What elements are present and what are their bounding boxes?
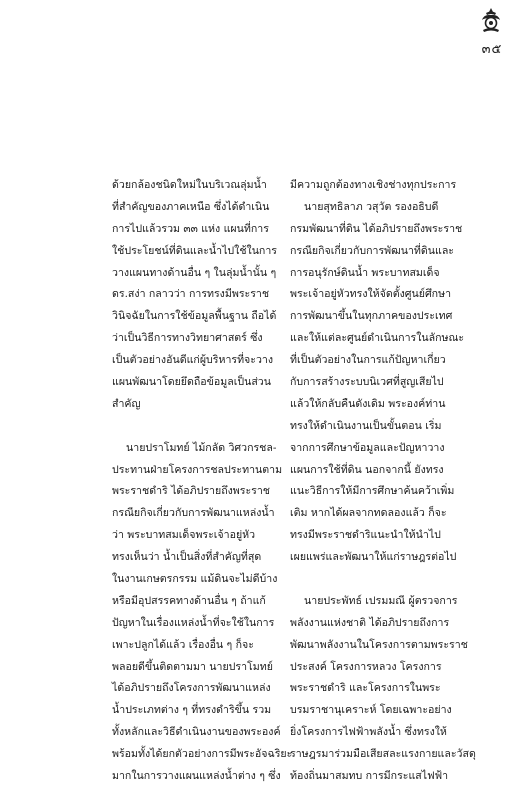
- text-line: ทรงมีพระราชดำริแนะนำให้นำไป: [290, 529, 441, 542]
- text-line: และให้แต่ละศูนย์ดำเนินการในลักษณะ: [290, 332, 465, 345]
- paragraph: [290, 175, 457, 197]
- text-line: จากการศึกษาข้อมูลและปัญหาวาง: [290, 441, 445, 454]
- text-line: นายประพัทธ์ เปรมมณี ผู้ตรวจการ: [304, 594, 458, 607]
- text-line: ราษฎรมาร่วมมือเสียสละแรงกายและวัสดุ: [290, 748, 476, 761]
- text-line: แผนการใช้ที่ดิน นอกจากนี้ ยังทรง: [290, 463, 444, 476]
- text-line: การไปแล้วรวม ๓๓ แห่ง แผนที่การ: [112, 222, 269, 235]
- paragraph: [290, 197, 465, 569]
- text-line: วินิจฉัยในการใช้ข้อมูลพื้นฐาน ถือได้: [112, 310, 277, 323]
- right-column: [290, 175, 476, 788]
- text-line: ด้วยกล้องชนิดใหม่ในบริเวณลุ่มน้ำ: [112, 179, 267, 191]
- royal-emblem-icon: [476, 6, 506, 34]
- text-line: น้ำประเภทต่าง ๆ ที่ทรงดำริขึ้น รวม: [112, 704, 272, 717]
- text-line: นายปราโมทย์ ไม้กลัด วิศวกรชล-: [126, 441, 277, 454]
- text-line: ดร.สง่า กลาวว่า การทรงมีพระราช: [112, 288, 270, 301]
- left-column: [112, 175, 293, 788]
- text-line: นายสุทธิลาภ วสุวัต รองอธิบดี: [304, 200, 439, 213]
- text-line: ยิ่งโครงการไฟฟ้าพลังน้ำ ซึ่งทรงให้: [290, 726, 447, 739]
- text-line: ท้องถิ่นมาสมทบ การมีกระแสไฟฟ้า: [290, 770, 449, 783]
- text-line: ทั้งหลักและวิธีดำเนินงานของพระองค์: [112, 726, 281, 739]
- text-line: แนะวิธีการให้มีการศึกษาค้นคว้าเพิ่ม: [290, 485, 455, 498]
- text-line: ทรงเห็นว่า น้ำเป็นสิ่งที่สำคัญที่สุด: [112, 551, 262, 564]
- paragraph: [112, 175, 277, 416]
- text-line: ที่เป็นตัวอย่างในการแก้ปัญหาเกี่ยว: [290, 354, 446, 367]
- text-line: ได้อภิปรายถึงโครงการพัฒนาแหล่ง: [112, 682, 271, 695]
- page-number: ๓๕: [481, 42, 503, 57]
- text-line: กับการสร้างระบบนิเวศที่สูญเสียไป: [290, 376, 444, 389]
- text-line: กรณียกิจเกี่ยวกับการพัฒนาที่ดินและ: [290, 244, 455, 257]
- text-line: มีความถูกต้องทางเชิงช่างทุกประการ: [290, 179, 457, 191]
- text-line: บรมราชานุเคราะห์ โดยเฉพาะอย่าง: [290, 704, 452, 717]
- text-line: เติม หากได้ผลจากทดลองแล้ว ก็จะ: [290, 507, 447, 520]
- text-line: เผยแพร่และพัฒนาให้แก่ราษฎรต่อไป: [290, 551, 457, 564]
- text-line: ประสงค์ โครงการหลวง โครงการ: [290, 660, 442, 673]
- text-line: หรือมีอุปสรรคทางด้านอื่น ๆ ถ้าแก้: [112, 594, 266, 607]
- text-line: การพัฒนาขึ้นในทุกภาคของประเทศ: [290, 310, 453, 323]
- text-line: ปัญหาในเรื่องแหล่งน้ำที่จะใช้ในการ: [112, 616, 275, 629]
- text-line: พัฒนาพลังงานในโครงการตามพระราช: [290, 638, 468, 651]
- text-line: เป็นตัวอย่างอันดีแก่ผู้บริหารที่จะวาง: [112, 354, 274, 367]
- text-line: การอนุรักษ์ดินน้ำ พระบาทสมเด็จ: [290, 266, 440, 279]
- text-line: เพาะปลูกได้แล้ว เรื่องอื่น ๆ ก็จะ: [112, 638, 254, 651]
- text-line: ประทานฝ่ายโครงการชลประทานตาม: [112, 463, 283, 476]
- text-line: แผนพัฒนาโดยยึดถือข้อมูลเป็นส่วน: [112, 376, 271, 389]
- text-line: พร้อมทั้งได้ยกตัวอย่างการมีพระอัจฉริยะ: [112, 748, 293, 761]
- text-line: ใช้ประโยชน์ที่ดินและน้ำไปใช้ในการ: [112, 244, 277, 257]
- text-line: พระราชดำริ และโครงการในพระ: [290, 682, 441, 695]
- text-line: พระเจ้าอยู่หัวทรงให้จัดตั้งศูนย์ศึกษา: [290, 288, 452, 301]
- text-line: กรณียกิจเกี่ยวกับการพัฒนาแหล่งน้ำ: [112, 507, 275, 520]
- text-line: มากในการวางแผนแหล่งน้ำต่าง ๆ ซึ่ง: [112, 770, 281, 783]
- text-line: พลังงานแห่งชาติ ได้อภิปรายถึงการ: [290, 616, 450, 629]
- text-line: สำคัญ: [112, 397, 141, 410]
- text-line: ว่า พระบาทสมเด็จพระเจ้าอยู่หัว: [112, 529, 256, 542]
- paragraph: [290, 591, 476, 788]
- text-line: กรมพัฒนาที่ดิน ได้อภิปรายถึงพระราช: [290, 222, 463, 235]
- text-line: พระราชดำริ ได้อภิปรายถึงพระราช: [112, 485, 270, 498]
- paragraph: [112, 438, 293, 788]
- text-line: แล้วให้กลับคืนดังเดิม พระองค์ท่าน: [290, 397, 446, 410]
- text-line: ในงานเกษตรกรรม แม้ดินจะไม่ดีบ้าง: [112, 573, 278, 586]
- text-line: พลอยดีขึ้นติดตามมา นายปราโมทย์: [112, 660, 273, 673]
- text-line: วางแผนทางด้านอื่น ๆ ในลุ่มน้ำนั้น ๆ: [112, 266, 277, 279]
- text-line: ที่สำคัญของภาคเหนือ ซึ่งได้ดำเนิน: [112, 200, 270, 213]
- text-line: ทรงให้ดำเนินงานเป็นขั้นตอน เริ่ม: [290, 419, 442, 432]
- text-line: ว่าเป็นวิธีการทางวิทยาศาสตร์ ซึ่ง: [112, 332, 263, 345]
